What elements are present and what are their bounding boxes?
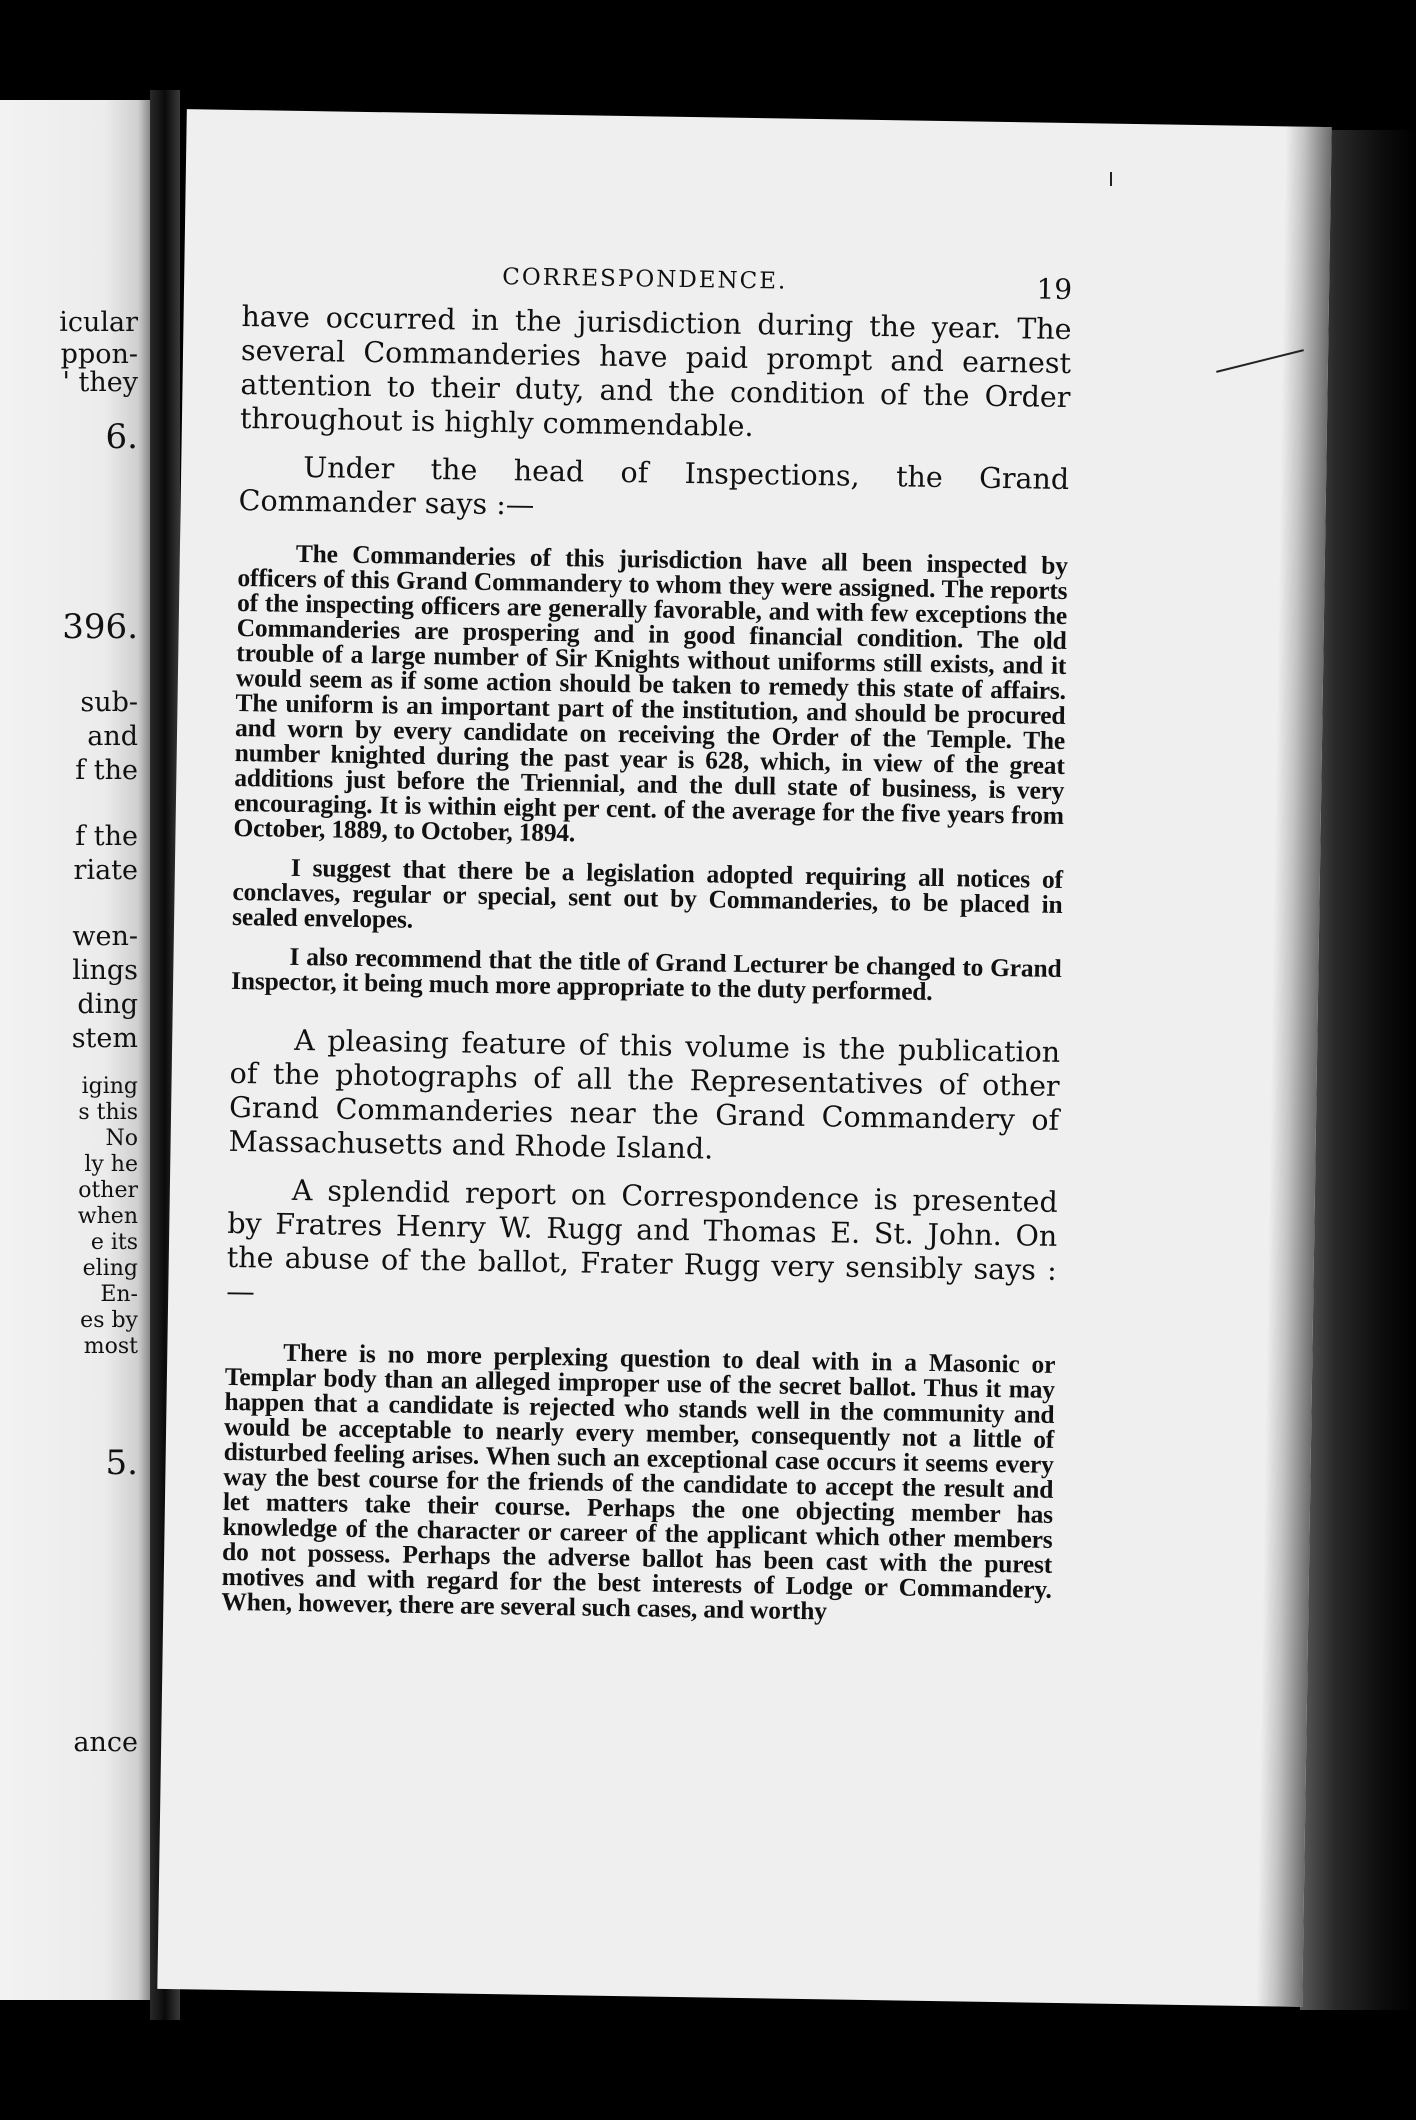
scan-speck: [1110, 172, 1112, 186]
left-fragment: lings: [72, 955, 138, 986]
left-fragment: e its: [90, 1230, 138, 1255]
page-number: 19: [1036, 272, 1073, 307]
left-fragment: stem: [71, 1023, 138, 1054]
paragraph: A splendid report on Correspondence is presented by Fratres Henry W. Rugg and Thomas E. St. John. On the abuse of the ballot, Frater Rugg very sensibly says :—: [226, 1173, 1059, 1309]
left-fragment: f the: [75, 821, 138, 852]
paragraph: have occurred in the jurisdiction during the year. The several Commanderies have paid prompt and earnest attention to their duty, and the condition of the Order throughout is highly commendable.: [239, 300, 1072, 444]
page-content: [221, 260, 1072, 1627]
left-fragment: ding: [77, 989, 138, 1020]
left-fragment: f the: [75, 755, 138, 786]
left-fragment: and: [87, 721, 138, 752]
left-fragment: eling: [82, 1256, 138, 1281]
running-title: CORRESPONDENCE.: [502, 264, 788, 295]
left-fragment: ance: [73, 1727, 138, 1758]
main-page: [157, 109, 1331, 2007]
left-fragment: most: [83, 1334, 138, 1359]
left-fragment: wen-: [72, 921, 138, 952]
left-fragment: No: [105, 1126, 138, 1151]
left-fragment: 5.: [105, 1443, 138, 1483]
block-quote: I also recommend that the title of Grand Lecturer be changed to Grand Inspector, it being much more appropriate to the duty performed.: [230, 941, 1062, 1006]
left-facing-page: [0, 100, 150, 2000]
left-fragment: 6.: [105, 417, 138, 457]
left-fragment: 396.: [62, 607, 138, 647]
left-fragment: icular: [59, 307, 138, 338]
left-fragment: ppon-: [60, 339, 138, 370]
left-fragment: sub-: [80, 687, 138, 718]
paragraph: A pleasing feature of this volume is the publication of the photographs of all the Representatives of other Grand Commanderies near the Grand Commandery of Massachusetts and Rhode Island.: [228, 1023, 1061, 1166]
left-fragment: iging: [81, 1074, 138, 1099]
block-quote: The Commanderies of this jurisdiction have all been inspected by officers of this Grand Commandery to whom they were assigned. The reports of the inspecting officers are generally favorable, and with few exceptions the Commanderies are prospering and in good financial condition. The old trouble of a large number of Sir Knights without uniforms still exists, and it would seem as if some action should be taken to remedy this state of affairs. The uniform is an important part of the institution, and should be procured and worn by every candidate on receiving the Order of the Temple. The number knighted during the past year is 628, which, in view of the great additions just before the Triennial, and the dull state of business, is very encouraging. It is within eight per cent. of the average for the five years from October, 1889, to October, 1894.: [233, 538, 1069, 848]
left-fragment: when: [77, 1204, 138, 1229]
left-fragment: riate: [73, 855, 138, 886]
paragraph: Under the head of Inspections, the Grand Commander says :—: [238, 450, 1070, 522]
block-quote: There is no more perplexing question to deal with in a Masonic or Templar body than an alleged improper use of the secret ballot. Thus it may happen that a candidate is rejected who stands well in the community and would be acceptable to nearly every member, consequently not a little of disturbed feeling arises. When such an exceptional case occurs it seems every way the best course for the friends of the candidate to accept the result and let matters take their course. Perhaps the one objecting member has knowledge of the character or career of the applicant which other members do not possess. Perhaps the adverse ballot has been cast with the purest motives and with regard for the best interests of Lodge or Commandery. When, however, there are several such cases, and worthy: [221, 1337, 1056, 1626]
left-fragment: es by: [80, 1308, 138, 1333]
left-fragment: En-: [100, 1282, 138, 1307]
left-fragment: ' they: [62, 367, 138, 398]
left-fragment: other: [78, 1178, 138, 1203]
left-fragment: ly he: [84, 1152, 138, 1177]
block-quote: I suggest that there be a legislation adopted requiring all notices of conclaves, regular or special, sent out by Commanderies, to be placed in sealed envelopes.: [231, 852, 1064, 934]
left-fragment: s this: [78, 1100, 138, 1125]
